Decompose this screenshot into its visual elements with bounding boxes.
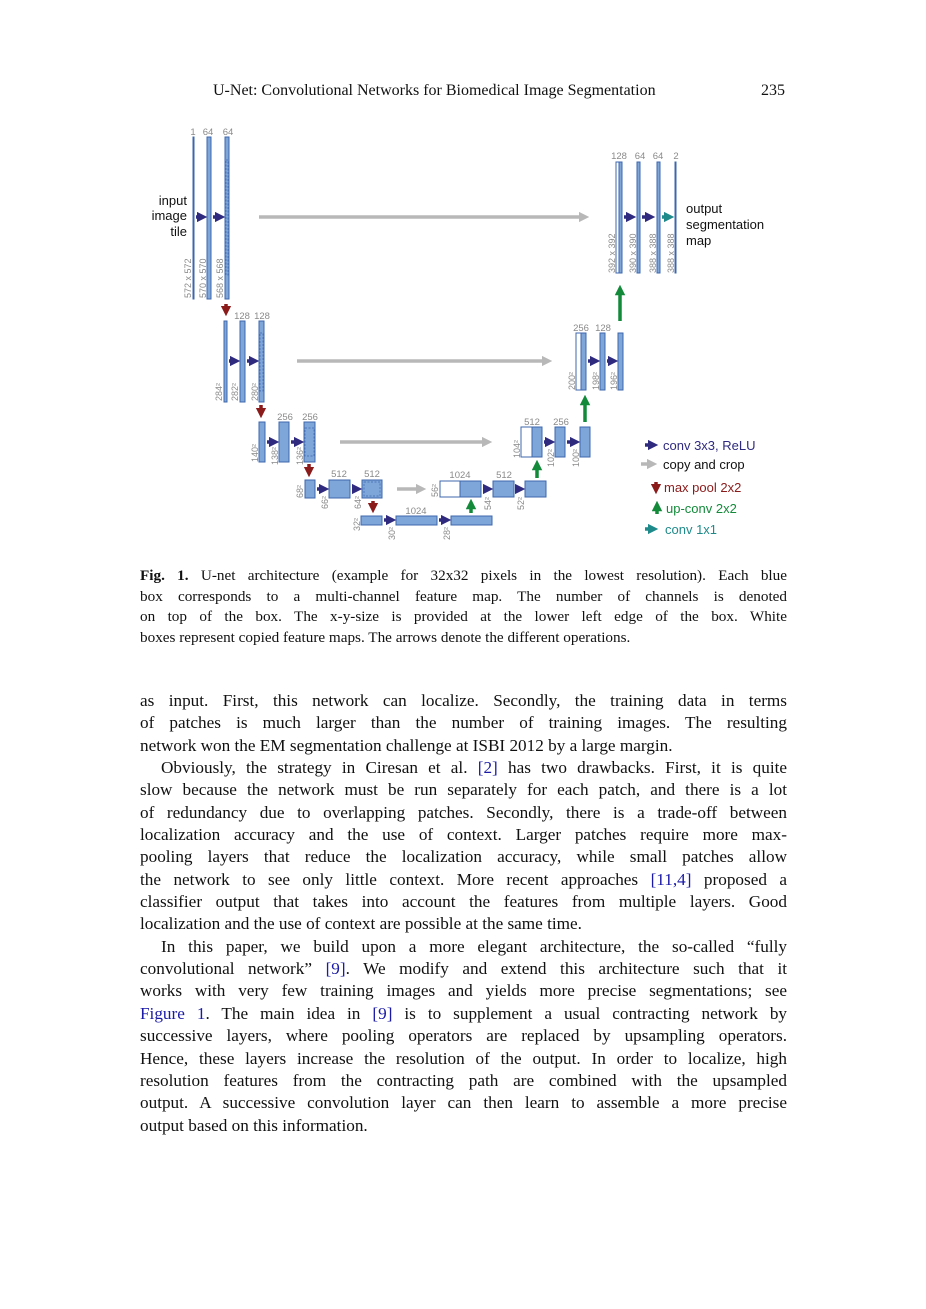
svg-text:1024: 1024 [449, 470, 471, 481]
text-line [140, 757, 787, 779]
svg-text:100²: 100² [571, 448, 581, 467]
text-line [140, 913, 787, 935]
text-line [140, 712, 787, 734]
svg-text:56²: 56² [430, 483, 440, 497]
svg-text:104²: 104² [512, 439, 522, 458]
text-segment: has two drawbacks. First, it is quite [497, 758, 788, 778]
svg-text:388 x 388: 388 x 388 [648, 233, 658, 273]
text-segment: proposed a [691, 869, 788, 889]
svg-text:64: 64 [634, 151, 646, 162]
svg-text:54²: 54² [483, 496, 493, 510]
svg-text:output: output [686, 201, 723, 216]
text-segment: localization and the use of context are possible at the same time. [140, 914, 582, 934]
svg-text:138²: 138² [270, 446, 280, 465]
citation-link[interactable]: [2] [477, 758, 498, 778]
text-line [140, 891, 787, 913]
svg-text:102²: 102² [546, 448, 556, 467]
svg-text:66²: 66² [320, 495, 330, 509]
svg-text:280²: 280² [250, 382, 260, 401]
citation-link[interactable]: [9] [325, 959, 346, 979]
svg-text:128: 128 [611, 151, 627, 162]
feature-map [361, 516, 382, 525]
svg-text:1024: 1024 [405, 506, 427, 517]
feature-map [580, 427, 590, 457]
caption-line: box corresponds to a multi-channel feature map. The number of channels is denoted [140, 587, 787, 605]
caption-line: on top of the box. The x-y-size is provided at the lower left edge of the box. White [140, 608, 787, 626]
svg-text:198²: 198² [591, 371, 601, 390]
citation-link[interactable]: Figure 1 [140, 1003, 206, 1023]
text-line [140, 802, 787, 824]
feature-map [329, 480, 350, 498]
svg-text:2: 2 [673, 151, 679, 162]
text-segment: as input. First, this network can localize. Secondly, the training data in terms [140, 691, 787, 710]
text-segment: output based on this information. [140, 1115, 368, 1135]
text-segment: . The main idea in [205, 1003, 373, 1023]
feature-map [305, 480, 315, 498]
text-line [140, 1092, 787, 1114]
figure-caption [140, 566, 787, 649]
citation-link[interactable]: [11,4] [650, 869, 692, 889]
text-segment: pooling layers that reduce the localization accuracy, while small patches allow [140, 847, 787, 867]
unet-architecture-diagram [0, 0, 926, 560]
text-segment: Obviously, the strategy in Ciresan et al. [161, 758, 478, 778]
svg-text:64: 64 [652, 151, 664, 162]
copied-feature-map [440, 481, 460, 497]
text-segment: works with very few training images and yields more precise segmentations; see [140, 981, 787, 1001]
svg-text:28²: 28² [442, 526, 452, 540]
svg-text:140²: 140² [250, 443, 260, 462]
feature-map [619, 162, 622, 273]
text-segment: localization accuracy and the use of context. Larger patches require more max- [140, 825, 787, 845]
text-segment: convolutional network” [140, 959, 326, 979]
svg-text:up-conv 2x2: up-conv 2x2 [666, 501, 737, 516]
text-segment: In this paper, we build upon a more elegant architecture, the so-called “fully [161, 936, 787, 956]
text-segment: is to supplement a usual contracting network by [392, 1003, 788, 1023]
svg-text:390 x 390: 390 x 390 [628, 233, 638, 273]
svg-text:128: 128 [254, 311, 270, 322]
text-line [140, 958, 787, 980]
svg-text:128: 128 [234, 311, 250, 322]
text-segment: output. A successive convolution layer can then learn to assemble a more precise [140, 1093, 787, 1113]
svg-text:map: map [686, 233, 712, 248]
svg-text:568 x 568: 568 x 568 [215, 258, 225, 298]
svg-text:282²: 282² [230, 382, 240, 401]
text-line [140, 1115, 787, 1137]
text-segment: of redundancy due to overlapping patches. Secondly, there is a trade-off between [140, 802, 787, 822]
text-segment: the network to see only little context. More recent approaches [140, 869, 651, 889]
svg-text:segmentation: segmentation [686, 217, 765, 232]
svg-text:tile: tile [170, 224, 187, 239]
legend [641, 438, 756, 537]
text-line [140, 1070, 787, 1092]
svg-text:128: 128 [595, 323, 611, 334]
svg-text:196²: 196² [609, 371, 619, 390]
text-segment: . We modify and extend this architecture such that it [345, 959, 787, 979]
svg-text:388 x 388: 388 x 388 [666, 233, 676, 273]
running-header: U-Net: Convolutional Networks for Biomedical Image Segmentation [213, 82, 656, 99]
text-segment: classifier output that takes into account the features from multiple layers. Good [140, 892, 787, 912]
svg-text:570 x 570: 570 x 570 [198, 258, 208, 298]
svg-text:512: 512 [331, 469, 347, 480]
paragraph [140, 690, 787, 757]
feature-map [225, 137, 229, 299]
text-segment: slow because the network must be run separately for each patch, and there is a lot [140, 780, 787, 800]
svg-text:32²: 32² [352, 517, 362, 531]
svg-text:256: 256 [277, 412, 293, 423]
max-pool-arrows [226, 304, 373, 508]
text-segment: Hence, these layers increase the resolution of the output. In order to localize, high [140, 1048, 787, 1068]
feature-map [460, 481, 481, 497]
text-segment: resolution features from the contracting path are combined with the upsampled [140, 1070, 787, 1090]
text-line [140, 980, 787, 1002]
svg-text:256: 256 [553, 417, 569, 428]
svg-text:1: 1 [190, 127, 196, 138]
text-line [140, 936, 787, 958]
text-line [140, 690, 787, 712]
text-line [140, 1048, 787, 1070]
feature-map [555, 427, 565, 457]
feature-map [493, 481, 514, 497]
svg-text:572 x 572: 572 x 572 [183, 258, 193, 298]
feature-map [532, 427, 542, 457]
svg-text:68²: 68² [295, 484, 305, 498]
copied-feature-map [521, 427, 532, 457]
body-text [140, 690, 787, 1137]
svg-text:conv 3x3, ReLU: conv 3x3, ReLU [663, 438, 756, 453]
output-label [686, 201, 764, 248]
svg-text:256: 256 [573, 323, 589, 334]
feature-map [224, 321, 227, 402]
svg-text:conv 1x1: conv 1x1 [665, 522, 718, 537]
svg-text:512: 512 [364, 469, 380, 480]
feature-map [525, 481, 546, 497]
citation-link[interactable]: [9] [372, 1003, 393, 1023]
figure-label: Fig. 1. [140, 567, 189, 584]
svg-text:input: input [158, 193, 187, 208]
text-line [140, 824, 787, 846]
paragraph [140, 757, 787, 936]
feature-map [279, 422, 289, 462]
feature-map [193, 137, 194, 299]
text-segment: of patches is much larger than the number of training images. The resulting [140, 713, 787, 733]
feature-map [581, 333, 586, 390]
svg-text:512: 512 [524, 417, 540, 428]
svg-text:136²: 136² [295, 446, 305, 465]
paragraph [140, 936, 787, 1137]
caption-line: Fig. 1. U-net architecture (example for 32x32 pixels in the lowest resolution). Each blue [140, 567, 787, 584]
text-line [140, 735, 787, 757]
text-line [140, 869, 787, 891]
svg-text:256: 256 [302, 412, 318, 423]
text-line [140, 779, 787, 801]
svg-text:284²: 284² [214, 382, 224, 401]
feature-map [451, 516, 492, 525]
svg-text:30²: 30² [387, 526, 397, 540]
text-line [140, 1025, 787, 1047]
page-number: 235 [761, 82, 785, 99]
svg-text:64: 64 [222, 127, 234, 138]
feature-map [396, 516, 437, 525]
svg-text:392 x 392: 392 x 392 [607, 233, 617, 273]
svg-text:64²: 64² [353, 495, 363, 509]
feature-map [240, 321, 245, 402]
caption-line: boxes represent copied feature maps. The arrows denote the different operations. [140, 629, 631, 647]
text-segment: successive layers, where pooling operators are replaced by upsampling operators. [140, 1026, 787, 1046]
svg-text:copy and crop: copy and crop [663, 457, 745, 472]
svg-text:512: 512 [496, 470, 512, 481]
svg-text:52²: 52² [516, 496, 526, 510]
svg-text:200²: 200² [567, 371, 577, 390]
svg-text:image: image [151, 208, 187, 223]
input-label [152, 193, 188, 239]
feature-map [362, 480, 382, 498]
text-line [140, 1003, 787, 1025]
text-segment: network won the EM segmentation challenge at ISBI 2012 by a large margin. [140, 735, 673, 755]
text-line [140, 846, 787, 868]
svg-text:max pool 2x2: max pool 2x2 [664, 480, 742, 495]
svg-text:64: 64 [202, 127, 214, 138]
